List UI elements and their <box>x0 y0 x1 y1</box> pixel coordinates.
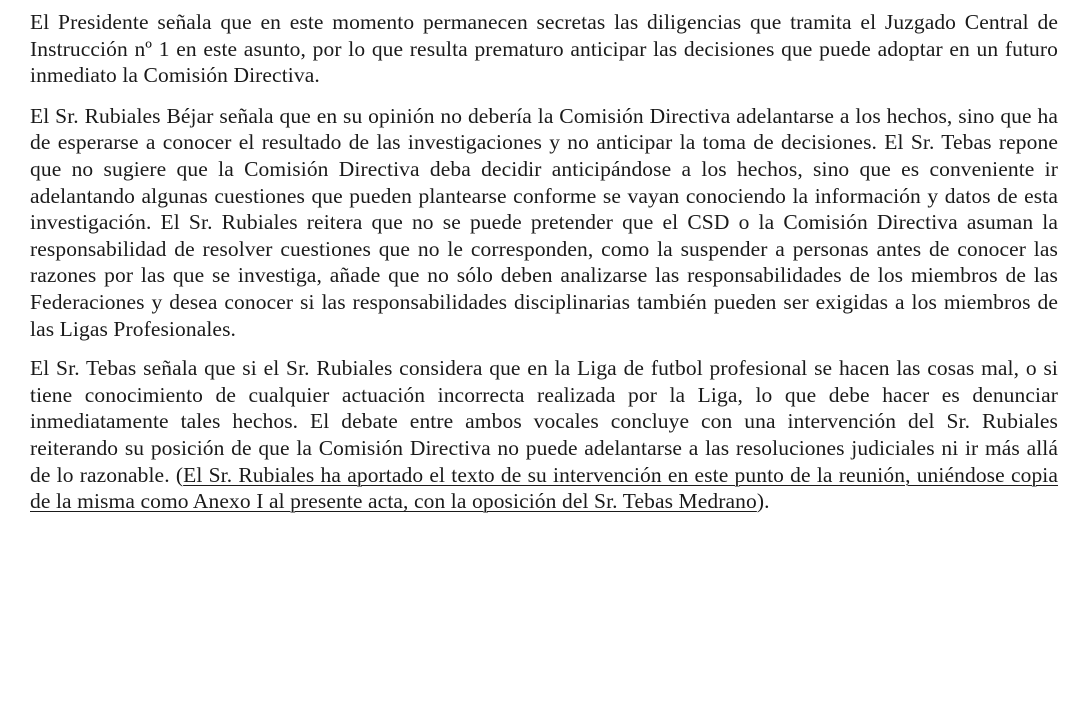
paragraph-president-statement <box>30 9 1058 89</box>
paragraph-debate-conclusion <box>30 355 1058 515</box>
paragraph-rubiales-tebas-exchange <box>30 103 1058 342</box>
underlined-annex-note: El Sr. Rubiales ha aportado el texto de su intervención en este punto de la reunión, uniéndose copia de la misma como Anexo I al presente acta, con la oposición del Sr. Tebas Medrano <box>30 462 1059 514</box>
paragraph-text: El Sr. Rubiales Béjar señala que en su opinión no debería la Comisión Directiva adelantarse a los hechos, sino que ha de esperarse a conocer el resultado de las investigaciones y no anticipar la toma de decisiones. El Sr. Tebas repone que no sugiere que la Comisión Directiva deba decidir anticipándose a los hechos, sino que es conveniente ir adelantando algunas cuestiones que pueden plantearse conforme se vayan conociendo la información y datos de esta investigación. El Sr. Rubiales reitera que no se puede pretender que el CSD o la Comisión Directiva asuman la responsabilidad de resolver cuestiones que no le corresponden, como la suspender a personas antes de conocer las razones por las que se investiga, añade que no sólo deben analizarse las responsabilidades de los miembros de las Federaciones y desea conocer si las responsabilidades disciplinarias también pueden ser exigidas a los miembros de las Ligas Profesionales. <box>30 103 1058 341</box>
paragraph-text: El Sr. Tebas señala que si el Sr. Rubiales considera que en la Liga de futbol profesional se hacen las cosas mal, o si tiene conocimiento de cualquier actuación incorrecta realizada por la Liga, lo que debe hacer es denunciar inmediatamente tales hechos. El debate entre ambos vocales concluye con una intervención del Sr. Rubiales reiterando su posición de que la Comisión Directiva no puede adelantarse a las resoluciones judiciales ni ir más allá de lo razonable. ( <box>30 356 1058 487</box>
paragraph-text: El Presidente señala que en este momento permanecen secretas las diligencias que tramita el Juzgado Central de Instrucción nº 1 en este asunto, por lo que resulta prematuro anticipar las decisiones que puede adoptar en un futuro inmediato la Comisión Directiva. <box>30 10 1058 88</box>
paragraph-tail: ). <box>756 489 770 514</box>
